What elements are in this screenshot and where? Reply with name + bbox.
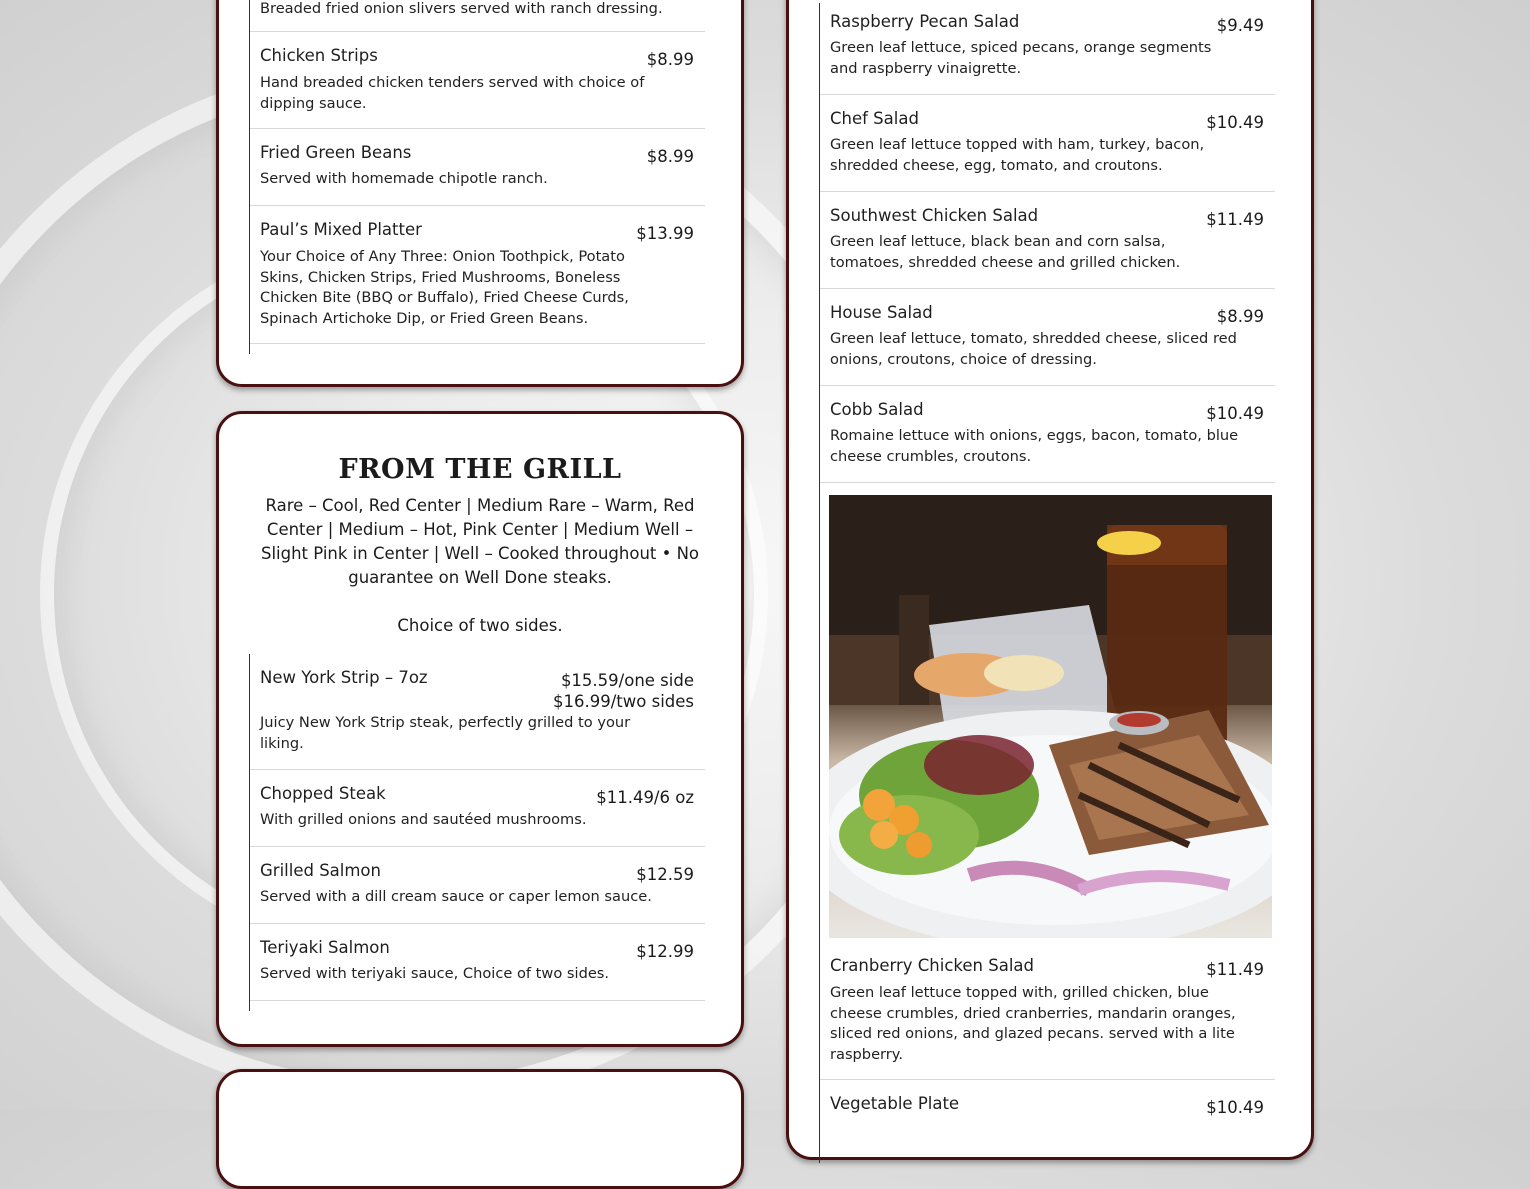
item-price: $8.99: [646, 50, 694, 69]
sides-note: Choice of two sides.: [397, 616, 563, 635]
item-name: Cobb Salad: [830, 400, 924, 419]
item-name: Vegetable Plate: [830, 1094, 960, 1113]
list-item: [820, 3, 1275, 95]
list-item: [820, 192, 1275, 289]
price-two-sides: $16.99/two sides: [553, 692, 694, 711]
item-price: $12.99: [636, 942, 694, 961]
next-section-card: [216, 1069, 744, 1189]
item-price: $8.99: [646, 147, 694, 166]
item-description: Juicy New York Strip steak, perfectly grilled to your liking.: [260, 714, 631, 752]
item-price: $8.99: [1216, 307, 1264, 326]
list-item: [250, 206, 705, 344]
item-name: Chicken Strips: [260, 46, 378, 65]
item-price: $9.49: [1216, 16, 1264, 35]
list-item: [250, 654, 705, 770]
item-name: House Salad: [830, 303, 933, 322]
item-description: Hand breaded chicken tenders served with choice of dipping sauce.: [260, 74, 645, 112]
item-description: Green leaf lettuce topped with, grilled chicken, blue cheese crumbles, dried cranberries, mandarin oranges, sliced red onions, and glazed pecans. served with a lite raspberry.: [830, 984, 1236, 1063]
appetizers-list: [249, 0, 705, 354]
item-name: Teriyaki Salmon: [260, 938, 390, 957]
item-price: [553, 670, 694, 712]
item-name: Raspberry Pecan Salad: [830, 12, 1020, 31]
item-name: Chef Salad: [830, 109, 919, 128]
item-price: $10.49: [1206, 404, 1264, 423]
item-price: $11.49/6 oz: [596, 788, 694, 807]
item-description: Served with teriyaki sauce, Choice of two sides.: [260, 965, 610, 982]
item-description: Served with homemade chipotle ranch.: [260, 170, 548, 187]
section-title: FROM THE GRILL: [338, 454, 622, 485]
salad-illustration: [829, 495, 1272, 938]
item-name: Grilled Salmon: [260, 861, 381, 880]
item-name: Chopped Steak: [260, 784, 386, 803]
item-description: Green leaf lettuce topped with ham, turkey, bacon, shredded cheese, egg, tomato, and croutons.: [830, 136, 1205, 174]
appetizers-card: [216, 0, 744, 387]
list-item: [250, 770, 705, 847]
salad-photo: [829, 495, 1272, 938]
price-one-side: $15.59/one side: [560, 671, 694, 690]
list-item: [250, 0, 705, 32]
item-name: Cranberry Chicken Salad: [830, 956, 1034, 975]
list-item: [250, 129, 705, 206]
item-price: $11.49: [1206, 210, 1264, 229]
item-price: $10.49: [1206, 113, 1264, 132]
item-name: New York Strip – 7oz: [260, 668, 428, 687]
item-price: $11.49: [1206, 960, 1264, 979]
item-description: Green leaf lettuce, black bean and corn salsa, tomatoes, shredded cheese and grilled chicken.: [830, 233, 1181, 271]
list-item: [820, 289, 1275, 386]
list-item: [820, 95, 1275, 192]
list-item: [820, 942, 1275, 1080]
item-description: With grilled onions and sautéed mushrooms.: [260, 811, 587, 828]
item-price: $12.59: [636, 865, 694, 884]
item-description: Green leaf lettuce, tomato, shredded cheese, sliced red onions, croutons, choice of dressing.: [830, 330, 1237, 368]
list-item: [820, 1080, 1275, 1160]
item-description: Served with a dill cream sauce or caper lemon sauce.: [260, 888, 652, 905]
grill-card: [216, 411, 744, 1047]
doneness-note: Rare – Cool, Red Center | Medium Rare – Warm, Red Center | Medium – Hot, Pink Center | Medium Well – Slight Pink in Center | Well – Cooked throughout • No guarantee on Well Done steaks.: [260, 496, 700, 587]
item-name: Southwest Chicken Salad: [830, 206, 1039, 225]
list-item: [250, 32, 705, 129]
item-name: Fried Green Beans: [260, 143, 412, 162]
item-description: Green leaf lettuce, spiced pecans, orange segments and raspberry vinaigrette.: [830, 39, 1212, 77]
item-description: Breaded fried onion slivers served with ranch dressing.: [260, 0, 663, 17]
grill-list: [249, 654, 705, 1011]
list-item: [250, 924, 705, 1001]
item-name: Paul’s Mixed Platter: [260, 220, 422, 239]
item-price: $10.49: [1206, 1098, 1264, 1117]
list-item: [250, 847, 705, 924]
item-price: $13.99: [636, 224, 694, 243]
item-description: Your Choice of Any Three: Onion Toothpick, Potato Skins, Chicken Strips, Fried Mushrooms, Boneless Chicken Bite (BBQ or Buffalo), Fried Cheese Curds, Spinach Artichoke Dip, or Fried Green Beans.: [260, 248, 629, 327]
list-item: [820, 386, 1275, 483]
item-description: Romaine lettuce with onions, eggs, bacon, tomato, blue cheese crumbles, croutons.: [830, 427, 1239, 465]
